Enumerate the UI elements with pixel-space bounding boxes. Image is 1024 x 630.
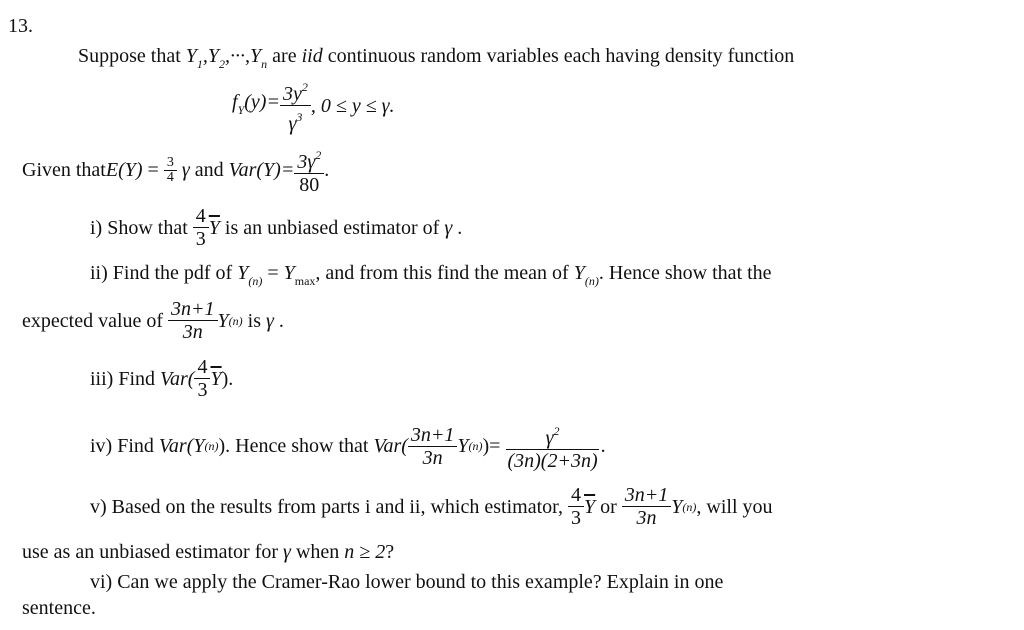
part-ii-ymax: Y [283, 262, 295, 284]
part-v-den2: 3n [636, 507, 657, 529]
part-i-num: 4 [193, 205, 209, 228]
part-i-den: 3 [195, 228, 206, 250]
part-iv-var2: Var( [373, 435, 408, 457]
part-v-num1: 4 [568, 484, 584, 507]
density-domain: , 0 ≤ y ≤ γ. [310, 94, 395, 117]
part-ii-y3: Y [217, 309, 229, 332]
part-v-cont-end: ? [385, 541, 395, 563]
part-ii-prefix: ii) Find the pdf of [90, 262, 238, 284]
part-iv-den: 3n [422, 446, 443, 469]
part-v-y: Y [671, 495, 683, 518]
part-iv-sub: (n) [204, 439, 219, 453]
part-i-end: . [452, 216, 463, 239]
density-f-sub: Y [237, 102, 245, 117]
part-ii-y: Y [237, 262, 249, 284]
part-iii-fraction [194, 356, 210, 401]
part-ii-y2: Y [573, 262, 585, 284]
part-ii-gamma: γ [266, 309, 274, 332]
var-y1: $Y_1,Y_2,\cdot\cdot\cdot,Y_n$ [185, 45, 268, 71]
part-ii-cont-suffix: is [242, 309, 267, 332]
given-gamma: γ [176, 159, 190, 181]
density-f: f [232, 90, 238, 113]
given-var-num-sup: 2 [315, 148, 322, 162]
part-ii-middle: , and from this find the mean of [315, 262, 574, 284]
part-iii-num: 4 [194, 356, 210, 379]
part-i-ybar: $\overline{Y}$ [208, 216, 220, 239]
given-ey-den: 4 [166, 169, 174, 185]
problem-number: 13. [8, 15, 33, 37]
part-v-fraction1 [568, 484, 584, 529]
part-v-suffix: , will you [696, 495, 773, 518]
part-ii-ymax-sub: max [294, 274, 316, 288]
density-num: 3y [282, 83, 302, 105]
part-iii-den: 3 [197, 379, 208, 401]
part-iv-rhs-den: (3n)(2+3n) [507, 450, 598, 472]
part-iv-fraction [408, 424, 458, 469]
given-var-fraction [294, 144, 324, 196]
given-ey-fraction [164, 156, 177, 185]
part-iv-close: )= [482, 435, 501, 457]
density-den-sup: 3 [296, 110, 303, 124]
part-v-num2: 3n+1 [622, 484, 672, 507]
density-num-sup: 2 [301, 80, 308, 94]
part-iv-num: 3n+1 [408, 424, 458, 447]
iid-text: iid [301, 45, 323, 67]
part-ii-end: . [273, 309, 284, 332]
intro-middle: are [267, 45, 302, 67]
part-v-cond: n ≥ 2 [344, 541, 386, 563]
given-prefix: Given that [22, 159, 106, 181]
part-iii-prefix: iii) Find [90, 367, 161, 390]
given-ey: E(Y) [105, 159, 143, 181]
given-and: and [189, 159, 229, 181]
given-var-num: 3γ [297, 151, 316, 173]
intro-line [78, 44, 794, 76]
intro-suffix: continuous random variables each having density function [322, 45, 795, 67]
part-v-line1 [90, 484, 773, 529]
density-den: γ [288, 113, 297, 135]
part-v-cont-prefix: use as an unbiased estimator for [22, 541, 284, 563]
part-ii-line2 [22, 298, 284, 343]
part-v-ybar: $\overline{Y}$ [584, 495, 596, 518]
part-i-gamma: γ [444, 216, 453, 239]
part-ii-sub: (n) [248, 274, 263, 288]
part-ii-suffix: . Hence show that the [598, 262, 772, 284]
part-v-gamma: γ [283, 541, 291, 563]
density-fraction [280, 76, 311, 135]
given-ey-num: 3 [164, 156, 177, 171]
part-iv [90, 420, 606, 472]
part-ii-eq: = [262, 262, 284, 284]
part-v-fraction2 [622, 484, 672, 529]
part-v-line2 [22, 540, 394, 564]
part-i-suffix: is an unbiased estimator of [219, 216, 445, 239]
part-v-cont-suffix: when [290, 541, 345, 563]
part-i-prefix: i) Show that [90, 216, 193, 239]
given-var-den: 80 [299, 174, 320, 196]
part-i [90, 205, 462, 250]
part-iii-end: ). [221, 367, 234, 390]
part-iv-prefix: iv) Find [90, 435, 159, 457]
part-ii-sub3: (n) [228, 313, 243, 328]
part-ii-sub2: (n) [584, 274, 599, 288]
intro-prefix: Suppose that [78, 45, 186, 67]
part-ii-line1 [90, 261, 772, 293]
part-ii-den: 3n [182, 321, 203, 343]
part-iv-rhs-num-sup: 2 [553, 424, 560, 438]
part-iv-rhs-fraction [504, 420, 600, 472]
part-ii-cont-prefix: expected value of [22, 309, 169, 332]
part-iv-rhs-num: γ [545, 427, 554, 449]
part-i-fraction [193, 205, 209, 250]
given-eq: = [142, 159, 164, 181]
part-v-sub: (n) [682, 499, 697, 514]
part-vi-line2: sentence. [22, 597, 96, 619]
given-end: . [324, 159, 330, 181]
part-iv-end: . [600, 435, 606, 457]
density-arg: (y)= [244, 90, 280, 113]
part-v-or: or [595, 495, 622, 518]
given-var: Var(Y)= [228, 159, 295, 181]
part-v-prefix: v) Based on the results from parts i and ii, which estimator, [90, 495, 568, 518]
given-line [22, 144, 329, 196]
part-iv-y: Y [457, 435, 469, 457]
part-ii-fraction [168, 298, 218, 343]
part-v-den1: 3 [571, 507, 581, 529]
part-iv-mid: ). Hence show that [218, 435, 374, 457]
part-iii-var: Var( [160, 367, 195, 390]
part-ii-num: 3n+1 [168, 298, 218, 321]
part-iii-ybar: $\overline{Y}$ [210, 367, 222, 390]
part-vi-line1: vi) Can we apply the Cramer-Rao lower bound to this example? Explain in one [90, 571, 724, 593]
part-iii [90, 356, 233, 401]
part-iv-sub2: (n) [468, 439, 483, 453]
density-formula [232, 76, 395, 135]
part-iv-var: Var(Y [158, 435, 205, 457]
